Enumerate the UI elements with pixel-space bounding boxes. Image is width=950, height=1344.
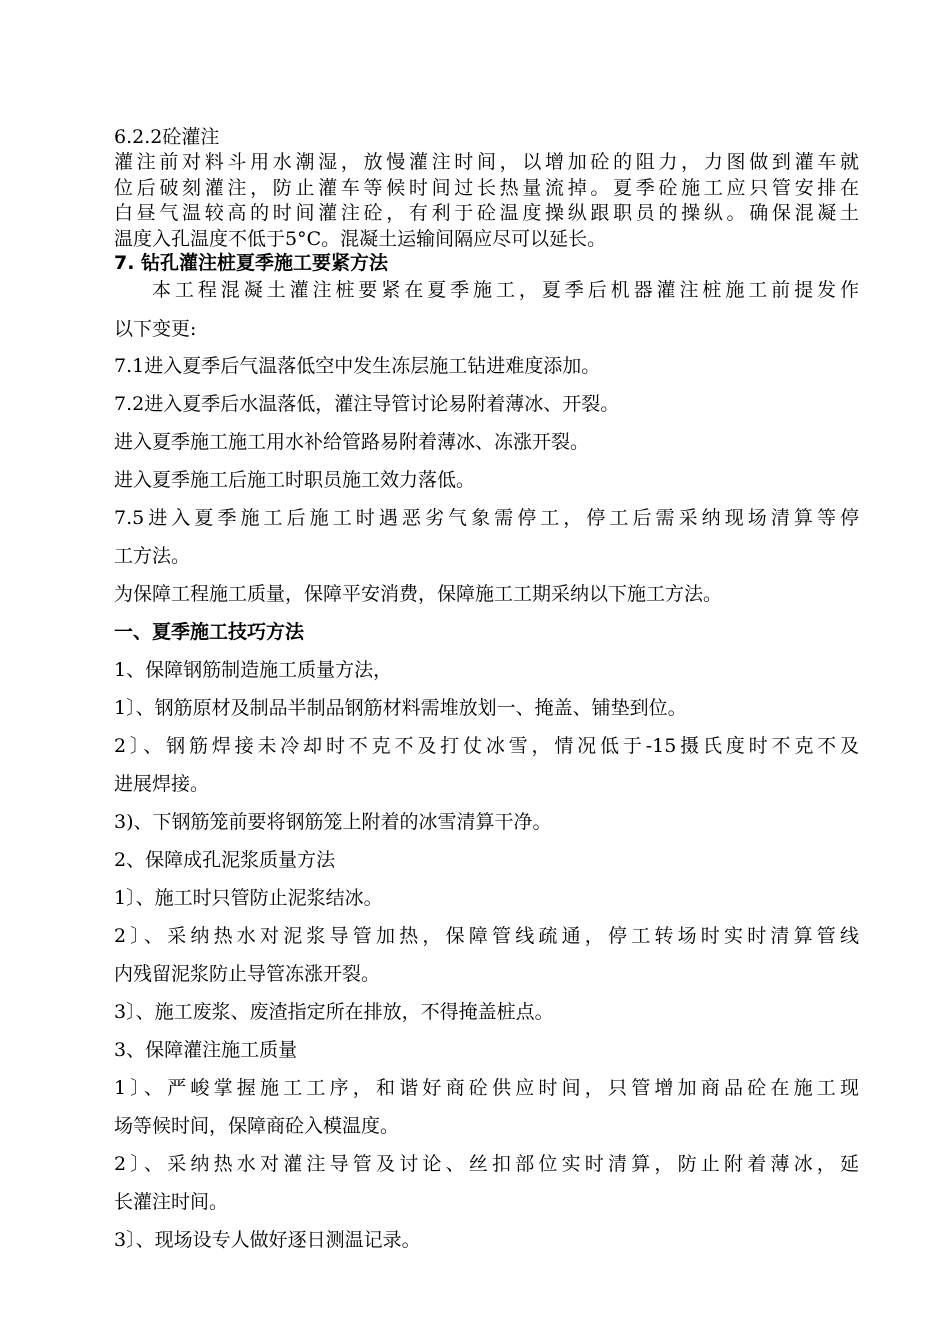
section-heading-7: 7. 钻孔灌注桩夏季施工要紧方法 [114, 252, 389, 274]
section-heading-6-2-2: 6.2.2砼灌注 [114, 126, 220, 148]
list-item: 1〕、严峻掌握施工工序，和谐好商砼供应时间，只管增加商品砼在施工现 [114, 1077, 859, 1099]
list-item: 1〕、施工时只管防止泥浆结冰。 [114, 887, 383, 909]
paragraph-line: 白昼气温较高的时间灌注砼，有利于砼温度操纵跟职员的操纵。确保混凝土 [114, 202, 859, 224]
subsection-heading: 1、保障钢筋制造施工质量方法， [114, 659, 393, 681]
paragraph-line: 本工程混凝土灌注桩要紧在夏季施工，夏季后机器灌注桩施工前提发作 [152, 279, 859, 301]
list-item: 3)、下钢筋笼前要将钢筋笼上附着的冰雪清算干净。 [114, 811, 552, 833]
subsection-heading: 3、保障灌注施工质量 [114, 1039, 298, 1061]
list-item: 进入夏季施工施工用水补给管路易附着薄冰、冻涨开裂。 [114, 431, 590, 453]
list-item-continued: 长灌注时间。 [114, 1191, 229, 1213]
list-item: 7.5进入夏季施工后施工时遇恶劣气象需停工，停工后需采纳现场清算等停 [114, 507, 859, 529]
paragraph-line: 为保障工程施工质量，保障平安消费，保障施工工期采纳以下施工方法。 [114, 583, 723, 605]
list-item: 2〕、采纳热水对灌注导管及讨论、丝扣部位实时清算，防止附着薄冰，延 [114, 1153, 859, 1175]
list-item-continued: 工方法。 [114, 545, 191, 567]
section-heading-1: 一、夏季施工技巧方法 [114, 621, 305, 643]
list-item: 1〕、钢筋原材及制品半制品钢筋材料需堆放划一、掩盖、铺垫到位。 [114, 697, 687, 719]
list-item: 3〕、施工废浆、废渣指定所在排放，不得掩盖桩点。 [114, 1001, 554, 1023]
list-item: 2〕、采纳热水对泥浆导管加热，保障管线疏通，停工转场时实时清算管线 [114, 925, 859, 947]
paragraph-line: 以下变更: [114, 318, 197, 340]
subsection-heading: 2、保障成孔泥浆质量方法 [114, 849, 336, 871]
list-item: 进入夏季施工后施工时职员施工效力落低。 [114, 469, 476, 491]
paragraph-line: 温度入孔温度不低于5°C。混凝土运输间隔应尽可以延长。 [114, 228, 607, 250]
list-item-continued: 内残留泥浆防止导管冻涨开裂。 [114, 963, 381, 985]
list-item: 3〕、现场设专人做好逐日测温记录。 [114, 1229, 421, 1251]
list-item-continued: 进展焊接。 [114, 773, 210, 795]
list-item-continued: 场等候时间，保障商砼入模温度。 [114, 1115, 400, 1137]
paragraph-line: 位后破刻灌注，防止灌车等候时间过长热量流掉。夏季砼施工应只管安排在 [114, 177, 859, 199]
list-item: 2〕、钢筋焊接未冷却时不克不及打仗冰雪，情况低于-15摄氏度时不克不及 [114, 735, 859, 757]
list-item: 7.1进入夏季后气温落低空中发生冻层施工钻进难度添加。 [114, 355, 601, 377]
paragraph-line: 灌注前对料斗用水潮湿，放慢灌注时间，以增加砼的阻力，力图做到灌车就 [114, 151, 859, 173]
list-item: 7.2进入夏季后水温落低，灌注导管讨论易附着薄冰、开裂。 [114, 393, 620, 415]
